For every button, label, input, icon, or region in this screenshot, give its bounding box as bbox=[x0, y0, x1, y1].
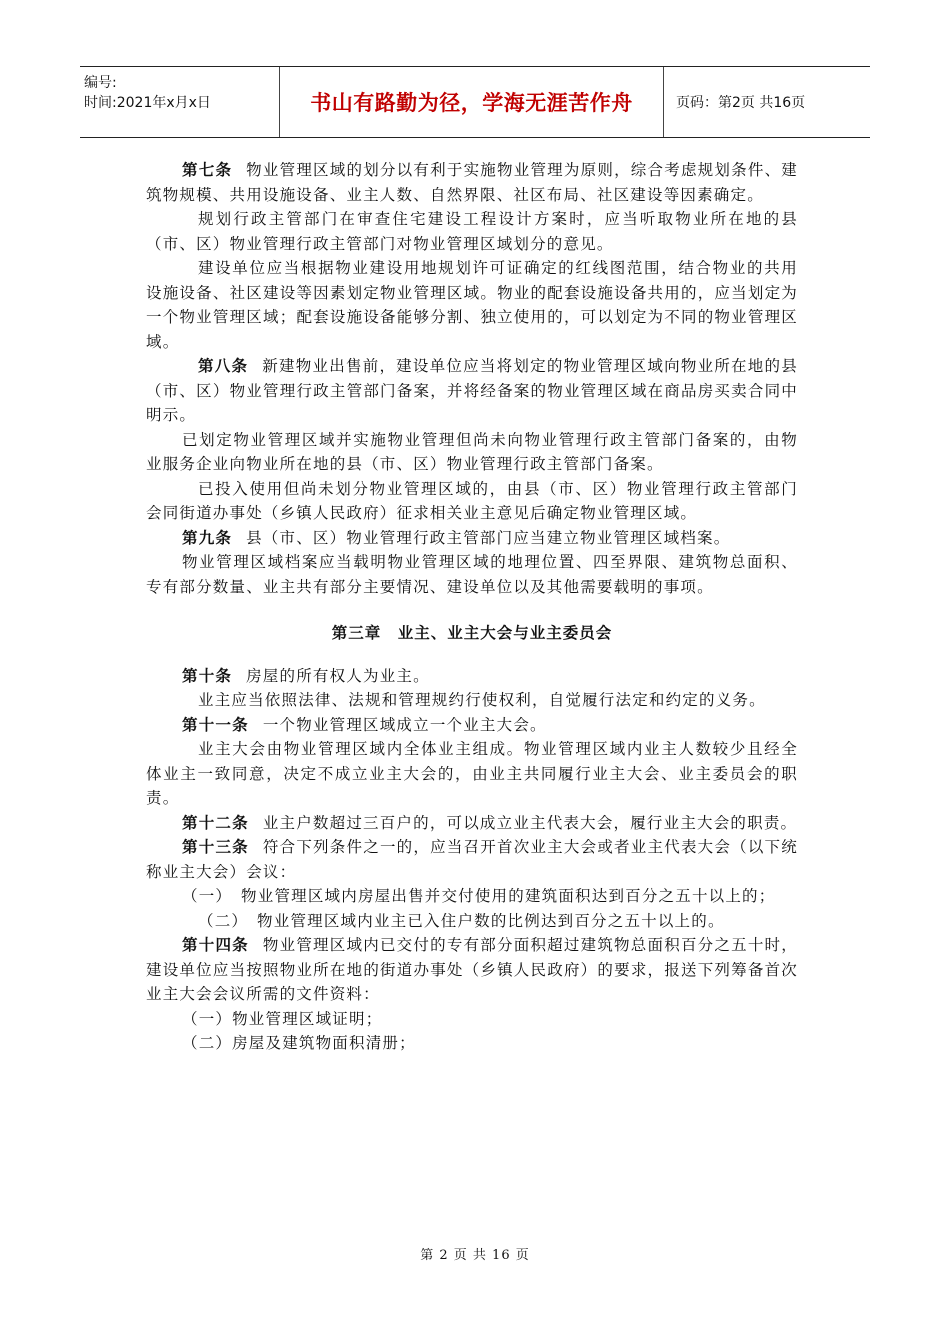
chapter-heading: 第三章 业主、业主大会与业主委员会 bbox=[331, 624, 613, 642]
list-item: （一） 物业管理区域内房屋出售并交付使用的建筑面积达到百分之五十以上的； bbox=[182, 887, 776, 905]
article-number: 第十三条 bbox=[182, 838, 249, 856]
article-14 bbox=[146, 933, 798, 1007]
header-page-info: 页码：第2页 共16页 bbox=[676, 95, 806, 111]
paragraph: 业主应当依照法律、法规和管理规约行使权利，自觉履行法定和约定的义务。 bbox=[198, 691, 766, 709]
article-text: 房屋的所有权人为业主。 bbox=[246, 666, 430, 685]
article-number: 第七条 bbox=[182, 161, 233, 179]
article-12 bbox=[146, 811, 798, 836]
paragraph: 物业管理区域档案应当载明物业管理区域的地理位置、四至界限、建筑物总面积、专有部分数量、业主共有部分主要情况、建设单位以及其他需要载明的事项。 bbox=[146, 553, 798, 596]
list-item: （二）房屋及建筑物面积清册； bbox=[182, 1034, 416, 1052]
article-text: 新建物业出售前，建设单位应当将划定的物业管理区域向物业所在地的县（市、区）物业管理行政主管部门备案，并将经备案的物业管理区域在商品房买卖合同中明示。 bbox=[146, 357, 798, 424]
article-9 bbox=[146, 526, 798, 551]
article-text: 物业管理区域的划分以有利于实施物业管理为原则，综合考虑规划条件、建筑物规模、共用设施设备、业主人数、自然界限、社区布局、社区建设等因素确定。 bbox=[146, 161, 798, 204]
header-motto: 书山有路勤为径，学海无涯苦作舟 bbox=[280, 67, 664, 137]
article-text: 符合下列条件之一的，应当召开首次业主大会或者业主代表大会（以下统称业主大会）会议： bbox=[146, 838, 798, 881]
article-11 bbox=[146, 713, 798, 738]
article-text: 物业管理区域内已交付的专有部分面积超过建筑物总面积百分之五十时，建设单位应当按照物业所在地的街道办事处（乡镇人民政府）的要求，报送下列筹备首次业主大会会议所需的文件资料： bbox=[146, 936, 798, 1003]
article-number: 第八条 bbox=[198, 357, 249, 375]
code-label: 编号: bbox=[84, 75, 117, 91]
paragraph: 建设单位应当根据物业建设用地规划许可证确定的红线图范围，结合物业的共用设施设备、社区建设等因素划定物业管理区域。物业的配套设施设备共用的，应当划定为一个物业管理区域；配套设施设备能够分割、独立使用的，可以划定为不同的物业管理区域。 bbox=[146, 259, 798, 351]
article-text: 县（市、区）物业管理行政主管部门应当建立物业管理区域档案。 bbox=[246, 528, 731, 547]
article-number: 第十四条 bbox=[182, 936, 249, 954]
article-number: 第十一条 bbox=[182, 715, 249, 734]
paragraph: 业主大会由物业管理区域内全体业主组成。物业管理区域内业主人数较少且经全体业主一致同意，决定不成立业主大会的，由业主共同履行业主大会、业主委员会的职责。 bbox=[146, 740, 798, 807]
time-label: 时间:2021年x月x日 bbox=[84, 95, 211, 111]
header-meta bbox=[80, 67, 280, 137]
article-text: 业主户数超过三百户的，可以成立业主代表大会，履行业主大会的职责。 bbox=[262, 813, 798, 832]
article-text: 一个物业管理区域成立一个业主大会。 bbox=[262, 715, 547, 734]
paragraph: 规划行政主管部门在审查住宅建设工程设计方案时，应当听取物业所在地的县（市、区）物业管理行政主管部门对物业管理区域划分的意见。 bbox=[146, 210, 798, 253]
document-body bbox=[146, 158, 798, 1056]
list-item: （二） 物业管理区域内业主已入住户数的比例达到百分之五十以上的。 bbox=[198, 911, 725, 930]
list-item: （一）物业管理区域证明； bbox=[182, 1009, 383, 1028]
article-8 bbox=[146, 354, 798, 428]
article-13 bbox=[146, 835, 798, 884]
article-10 bbox=[146, 664, 798, 689]
page-footer: 第 2 页 共 16 页 bbox=[420, 1248, 530, 1263]
article-7 bbox=[146, 158, 798, 207]
page-header bbox=[80, 66, 870, 138]
article-number: 第十条 bbox=[182, 666, 233, 685]
paragraph: 已投入使用但尚未划分物业管理区域的，由县（市、区）物业管理行政主管部门会同街道办事处（乡镇人民政府）征求相关业主意见后确定物业管理区域。 bbox=[146, 479, 798, 522]
article-number: 第九条 bbox=[182, 528, 233, 547]
article-number: 第十二条 bbox=[182, 813, 249, 832]
paragraph: 已划定物业管理区域并实施物业管理但尚未向物业管理行政主管部门备案的，由物业服务企业向物业所在地的县（市、区）物业管理行政主管部门备案。 bbox=[146, 430, 798, 473]
